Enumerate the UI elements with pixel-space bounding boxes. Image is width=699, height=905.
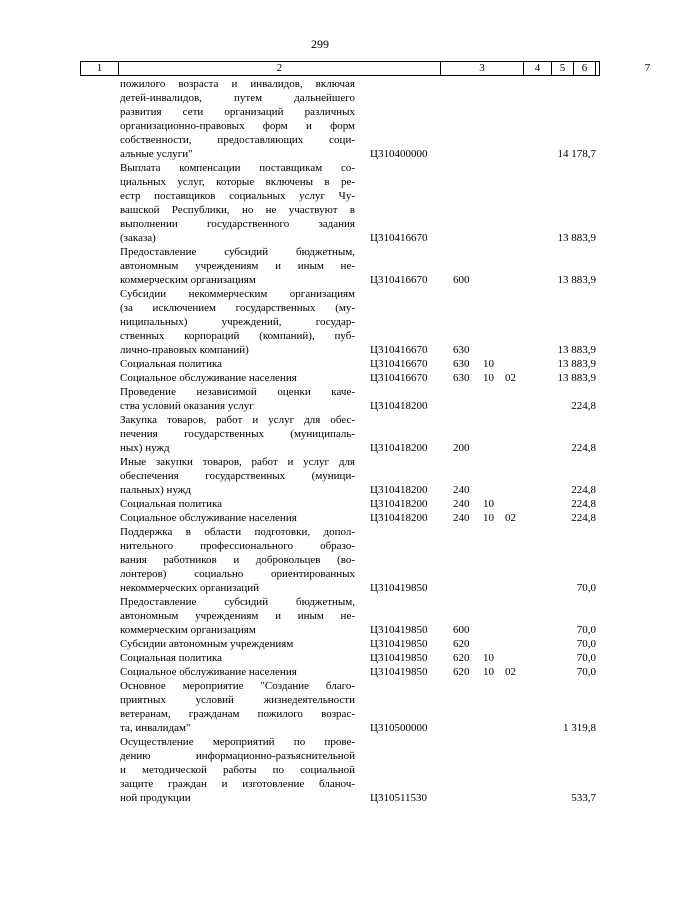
row-name-line: нительного профессионального образо- (120, 540, 355, 552)
row-code: Ц310419850 (370, 666, 428, 678)
row-name-line: естр поставщиков социальных услуг Чу- (120, 190, 355, 202)
row-name (120, 371, 355, 385)
row-col-4: 240 (453, 484, 470, 496)
table-header (80, 61, 651, 76)
row-code: Ц310416670 (370, 344, 428, 356)
table-row (0, 525, 640, 595)
row-name-line: ветеранам, гражданам пожилого возрас- (120, 708, 355, 720)
row-code: Ц310419850 (370, 624, 428, 636)
row-col-7: 13 883,9 (557, 232, 596, 244)
table-row (0, 735, 640, 805)
row-code: Ц310418200 (370, 512, 428, 524)
row-name-line: дению информационно-разъяснительной (120, 750, 355, 762)
row-name-line: вашской Республики, но не участвуют в (120, 204, 355, 216)
row-col-7: 224,8 (571, 512, 596, 524)
row-name-line: детей-инвалидов, путем дальнейшего (120, 92, 355, 104)
row-col-5: 10 (483, 372, 494, 384)
row-col-4: 600 (453, 624, 470, 636)
row-name (120, 357, 355, 371)
row-name (120, 245, 355, 287)
row-name-line: ства условий оказания услуг (120, 400, 254, 412)
header-col-5: 5 (552, 62, 574, 75)
row-name-line: альные услуги" (120, 148, 193, 160)
row-name-line: приятных условий жизнедеятельности (120, 694, 355, 706)
table-row (0, 77, 640, 161)
row-name-line: ных) нужд (120, 442, 170, 454)
row-name-line: вания работников и добровольцев (во- (120, 554, 355, 566)
row-name-line: Предоставление субсидий бюджетным, (120, 596, 355, 608)
table-row (0, 595, 640, 637)
row-name-line: циальных услуг, которые включены в ре- (120, 176, 355, 188)
row-col-7: 14 178,7 (557, 148, 596, 160)
row-name-line: ниципальных) учреждений, государ- (120, 316, 355, 328)
table-row (0, 679, 640, 735)
row-name-line: ной продукции (120, 792, 191, 804)
row-col-6: 02 (505, 512, 516, 524)
row-col-7: 70,0 (576, 582, 596, 594)
row-name-line: Социальная политика (120, 498, 223, 510)
row-name-line: организационно-правовых форм и форм (120, 120, 355, 132)
row-col-5: 10 (483, 358, 494, 370)
row-name-line: выполнении государственного задания (120, 218, 355, 230)
row-name-line: печения государственных (муниципаль- (120, 428, 355, 440)
row-code: Ц310418200 (370, 400, 428, 412)
row-name-line: собственности, предоставляющих соци- (120, 134, 355, 146)
row-col-4: 630 (453, 344, 470, 356)
row-col-7: 70,0 (576, 638, 596, 650)
header-col-4: 4 (524, 62, 552, 75)
table-row (0, 371, 640, 385)
row-code: Ц310419850 (370, 638, 428, 650)
row-name-line: та, инвалидам" (120, 722, 191, 734)
row-name-line: Социальная политика (120, 358, 223, 370)
row-name-line: некоммерческих организаций (120, 582, 259, 594)
row-col-7: 224,8 (571, 442, 596, 454)
row-code: Ц310419850 (370, 652, 428, 664)
row-col-7: 70,0 (576, 652, 596, 664)
row-col-7: 533,7 (571, 792, 596, 804)
row-name (120, 413, 355, 455)
row-col-7: 1 319,8 (563, 722, 596, 734)
row-name (120, 161, 355, 245)
row-name-line: Поддержка в области подготовки, допол- (120, 526, 355, 538)
row-code: Ц310419850 (370, 582, 428, 594)
row-name-line: и методической работы по социальной (120, 764, 355, 776)
row-name-line: защите граждан и изготовление бланоч- (120, 778, 355, 790)
header-col-7: 7 (644, 62, 651, 74)
row-name-line: лонтеров) социально ориентированных (120, 568, 355, 580)
row-name-line: Социальное обслуживание населения (120, 372, 297, 384)
row-code: Ц310416670 (370, 358, 428, 370)
page-number: 299 (311, 37, 329, 51)
row-col-7: 13 883,9 (557, 358, 596, 370)
row-col-4: 630 (453, 372, 470, 384)
table-row (0, 413, 640, 455)
row-col-4: 240 (453, 498, 470, 510)
header-col-6: 6 (574, 62, 596, 75)
row-name-line: обеспечения государственных (муници- (120, 470, 355, 482)
row-name (120, 287, 355, 357)
row-name (120, 511, 355, 525)
row-name-line: Социальное обслуживание населения (120, 666, 297, 678)
table-row (0, 511, 640, 525)
row-col-4: 620 (453, 652, 470, 664)
row-name (120, 651, 355, 665)
row-name (120, 497, 355, 511)
row-col-4: 620 (453, 638, 470, 650)
row-col-4: 240 (453, 512, 470, 524)
row-code: Ц310418200 (370, 442, 428, 454)
row-col-7: 224,8 (571, 400, 596, 412)
row-name-line: Субсидии некоммерческим организациям (120, 288, 355, 300)
row-col-4: 620 (453, 666, 470, 678)
row-col-7: 13 883,9 (557, 344, 596, 356)
table-row (0, 357, 640, 371)
row-code: Ц310400000 (370, 148, 428, 160)
row-name-line: Субсидии автономным учреждениям (120, 638, 294, 650)
row-name-line: пожилого возраста и инвалидов, включая (120, 78, 355, 90)
row-name-line: (заказа) (120, 232, 156, 244)
row-name-line: Осуществление мероприятий по прове- (120, 736, 355, 748)
row-code: Ц310416670 (370, 274, 428, 286)
row-name (120, 525, 355, 595)
row-name (120, 679, 355, 735)
row-name-line: автономным учреждениям и иным не- (120, 610, 355, 622)
row-name-line: Иные закупки товаров, работ и услуг для (120, 456, 355, 468)
row-name (120, 665, 355, 679)
row-name-line: коммерческим организациям (120, 624, 256, 636)
row-name-line: Основное мероприятие "Создание благо- (120, 680, 355, 692)
row-code: Ц310418200 (370, 498, 428, 510)
row-name-line: Выплата компенсации поставщикам со- (120, 162, 355, 174)
row-name (120, 735, 355, 805)
row-col-6: 02 (505, 666, 516, 678)
row-col-6: 02 (505, 372, 516, 384)
row-name (120, 637, 355, 651)
row-col-7: 13 883,9 (557, 274, 596, 286)
row-col-4: 200 (453, 442, 470, 454)
table-row (0, 637, 640, 651)
header-col-3: 3 (441, 62, 524, 75)
row-col-7: 224,8 (571, 484, 596, 496)
header-col-1: 1 (81, 62, 119, 75)
table-row (0, 245, 640, 287)
row-code: Ц310416670 (370, 372, 428, 384)
row-col-5: 10 (483, 512, 494, 524)
header-col-2: 2 (119, 62, 441, 75)
row-name-line: развития сети организаций различных (120, 106, 355, 118)
table-row (0, 497, 640, 511)
row-col-5: 10 (483, 498, 494, 510)
row-code: Ц310500000 (370, 722, 428, 734)
table-row (0, 651, 640, 665)
row-col-7: 224,8 (571, 498, 596, 510)
table-row (0, 385, 640, 413)
table-row (0, 665, 640, 679)
row-name-line: Социальная политика (120, 652, 223, 664)
row-col-7: 70,0 (576, 666, 596, 678)
row-code: Ц310511530 (370, 792, 428, 804)
table-row (0, 287, 640, 357)
row-col-5: 10 (483, 666, 494, 678)
row-name-line: пальных) нужд (120, 484, 192, 496)
row-name-line: Проведение независимой оценки каче- (120, 386, 355, 398)
row-name-line: Социальное обслуживание населения (120, 512, 297, 524)
row-name (120, 455, 355, 497)
table-row (0, 161, 640, 245)
row-col-5: 10 (483, 652, 494, 664)
row-name (120, 77, 355, 161)
row-name-line: Предоставление субсидий бюджетным, (120, 246, 355, 258)
row-name-line: (за исключением государственных (му- (120, 302, 355, 314)
row-col-7: 70,0 (576, 624, 596, 636)
row-col-7: 13 883,9 (557, 372, 596, 384)
row-col-4: 600 (453, 274, 470, 286)
row-code: Ц310416670 (370, 232, 428, 244)
row-name (120, 595, 355, 637)
row-code: Ц310418200 (370, 484, 428, 496)
row-name-line: Закупка товаров, работ и услуг для обес- (120, 414, 355, 426)
row-name (120, 385, 355, 413)
table-body (0, 77, 640, 805)
row-col-4: 630 (453, 358, 470, 370)
table-row (0, 455, 640, 497)
row-name-line: лично-правовых компаний) (120, 344, 249, 356)
row-name-line: ственных корпораций (компаний), пуб- (120, 330, 355, 342)
row-name-line: коммерческим организациям (120, 274, 256, 286)
row-name-line: автономным учреждениям и иным не- (120, 260, 355, 272)
